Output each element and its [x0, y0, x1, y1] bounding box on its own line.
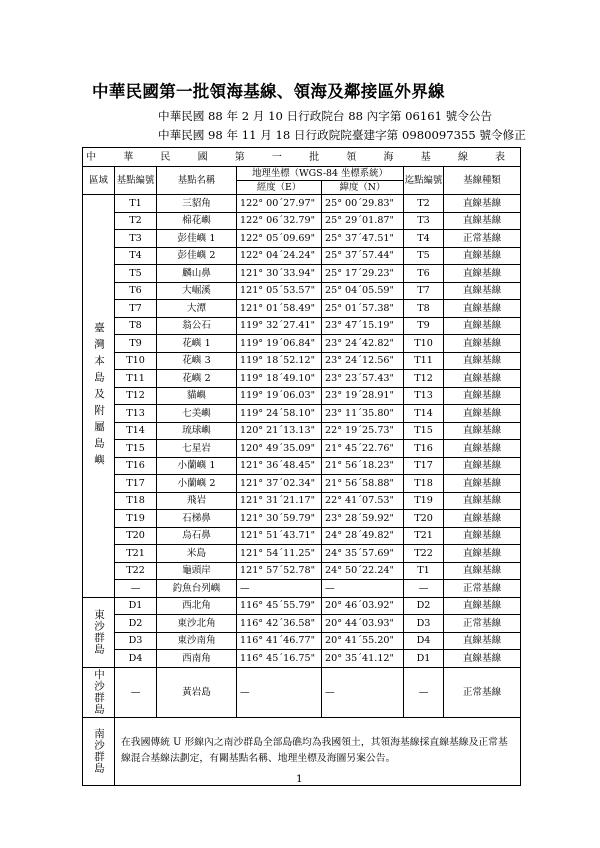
point-name-cell: 龜頭岸 — [157, 562, 237, 580]
latitude-cell: 20° 46ˊ03.92" — [322, 597, 404, 615]
table-row — [83, 370, 521, 388]
table-row — [83, 615, 521, 633]
latitude-cell: 25° 01ˊ57.38" — [322, 300, 404, 318]
longitude-cell: 121° 05ˊ53.57" — [237, 282, 322, 300]
table-row — [83, 667, 521, 717]
longitude-cell: 121° 51ˊ43.71" — [237, 527, 322, 545]
point-no-cell: T21 — [115, 545, 157, 563]
baseline-type-cell: 直線基線 — [444, 527, 521, 545]
point-name-cell: 彭佳嶼 1 — [157, 230, 237, 248]
end-no-cell: T13 — [404, 387, 444, 405]
point-name-cell: 飛岩 — [157, 492, 237, 510]
table-row — [83, 597, 521, 615]
region-label: 南沙群島 — [83, 717, 115, 785]
latitude-cell: 25° 00ˊ29.83" — [322, 195, 404, 213]
latitude-cell: 25° 17ˊ29.23" — [322, 265, 404, 283]
point-name-cell: 小蘭嶼 2 — [157, 475, 237, 493]
longitude-cell: 121° 30ˊ59.79" — [237, 510, 322, 528]
end-no-cell: — — [404, 580, 444, 598]
table-row — [83, 457, 521, 475]
longitude-cell: 122° 05ˊ09.69" — [237, 230, 322, 248]
baseline-type-cell: 直線基線 — [444, 545, 521, 563]
header-region: 區域 — [83, 167, 115, 195]
end-no-cell: T8 — [404, 300, 444, 318]
table-row — [83, 440, 521, 458]
point-no-cell: T6 — [115, 282, 157, 300]
point-no-cell: T10 — [115, 352, 157, 370]
table-row — [83, 352, 521, 370]
end-no-cell: D3 — [404, 615, 444, 633]
table-row — [83, 195, 521, 213]
point-name-cell: 小蘭嶼 1 — [157, 457, 237, 475]
baseline-type-cell: 正常基線 — [444, 230, 521, 248]
latitude-cell: 24° 28ˊ49.82" — [322, 527, 404, 545]
baseline-type-cell: 直線基線 — [444, 370, 521, 388]
amendment-note-2: 中華民國 98 年 11 月 18 日行政院院臺建字第 0980097355 號令修正 — [158, 128, 526, 142]
latitude-cell: — — [322, 580, 404, 598]
end-no-cell: T14 — [404, 405, 444, 423]
longitude-cell: 121° 54ˊ11.25" — [237, 545, 322, 563]
point-no-cell: T11 — [115, 370, 157, 388]
table-row — [83, 405, 521, 423]
table-row — [83, 265, 521, 283]
point-no-cell: T14 — [115, 422, 157, 440]
table-row — [83, 247, 521, 265]
end-no-cell: D1 — [404, 650, 444, 668]
latitude-cell: 25° 37ˊ57.44" — [322, 247, 404, 265]
end-no-cell: — — [404, 667, 444, 717]
longitude-cell: 122° 06ˊ32.79" — [237, 212, 322, 230]
latitude-cell: 25° 29ˊ01.87" — [322, 212, 404, 230]
point-no-cell: — — [115, 580, 157, 598]
table-row — [83, 492, 521, 510]
longitude-cell: 122° 00ˊ27.97" — [237, 195, 322, 213]
baseline-type-cell: 直線基線 — [444, 492, 521, 510]
longitude-cell: 119° 24ˊ58.10" — [237, 405, 322, 423]
longitude-cell: 120° 21ˊ13.13" — [237, 422, 322, 440]
table-row — [83, 422, 521, 440]
latitude-cell: 23° 24ˊ12.56" — [322, 352, 404, 370]
point-name-cell: 烏石鼻 — [157, 527, 237, 545]
longitude-cell: 121° 36ˊ48.45" — [237, 457, 322, 475]
longitude-cell: 120° 49ˊ35.09" — [237, 440, 322, 458]
document-title: 中華民國第一批領海基線、領海及鄰接區外界線 — [92, 82, 445, 101]
point-no-cell: T15 — [115, 440, 157, 458]
point-no-cell: T2 — [115, 212, 157, 230]
latitude-cell: 25° 37ˊ47.51" — [322, 230, 404, 248]
longitude-cell: 121° 57ˊ52.78" — [237, 562, 322, 580]
point-name-cell: 翁公石 — [157, 317, 237, 335]
end-no-cell: T22 — [404, 545, 444, 563]
point-name-cell: 石梯鼻 — [157, 510, 237, 528]
header-point-name: 基點名稱 — [157, 167, 237, 195]
latitude-cell: 20° 35ˊ41.12" — [322, 650, 404, 668]
header-lon: 經度（E） — [237, 181, 322, 195]
point-no-cell: T3 — [115, 230, 157, 248]
baseline-type-cell: 直線基線 — [444, 387, 521, 405]
point-no-cell: T8 — [115, 317, 157, 335]
longitude-cell: — — [237, 580, 322, 598]
header-lat: 緯度（N） — [322, 181, 404, 195]
baseline-type-cell: 直線基線 — [444, 352, 521, 370]
point-name-cell: 彭佳嶼 2 — [157, 247, 237, 265]
point-no-cell: T17 — [115, 475, 157, 493]
region-label: 臺灣本島及附屬島嶼 — [83, 195, 115, 598]
header-type: 基線種類 — [444, 167, 521, 195]
end-no-cell: T12 — [404, 370, 444, 388]
baseline-type-cell: 直線基線 — [444, 195, 521, 213]
header-coords: 地理坐標（WGS-84 坐標系統） — [237, 167, 404, 181]
table-row — [83, 387, 521, 405]
table-row — [83, 317, 521, 335]
longitude-cell: 121° 01ˊ58.49" — [237, 300, 322, 318]
point-no-cell: D2 — [115, 615, 157, 633]
point-no-cell: T13 — [115, 405, 157, 423]
end-no-cell: T3 — [404, 212, 444, 230]
table-row — [83, 230, 521, 248]
point-name-cell: 東沙北角 — [157, 615, 237, 633]
point-name-cell: 花嶼 2 — [157, 370, 237, 388]
region-label: 中沙群島 — [83, 667, 115, 717]
longitude-cell: 119° 18ˊ52.12" — [237, 352, 322, 370]
announcement-note-1: 中華民國 88 年 2 月 10 日行政院台 88 內字第 06161 號令公告 — [158, 109, 493, 123]
point-name-cell: 大潭 — [157, 300, 237, 318]
latitude-cell: 22° 41ˊ07.53" — [322, 492, 404, 510]
point-name-cell: 麟山鼻 — [157, 265, 237, 283]
baseline-type-cell: 直線基線 — [444, 247, 521, 265]
latitude-cell: 24° 35ˊ57.69" — [322, 545, 404, 563]
table-row — [83, 580, 521, 598]
point-no-cell: T9 — [115, 335, 157, 353]
table-row — [83, 475, 521, 493]
baseline-table — [82, 147, 521, 786]
longitude-cell: — — [237, 667, 322, 717]
longitude-cell: 119° 19ˊ06.84" — [237, 335, 322, 353]
table-row — [83, 562, 521, 580]
point-no-cell: — — [115, 667, 157, 717]
end-no-cell: T7 — [404, 282, 444, 300]
table-row — [83, 335, 521, 353]
baseline-type-cell: 直線基線 — [444, 597, 521, 615]
point-name-cell: 琉球嶼 — [157, 422, 237, 440]
table-row — [83, 282, 521, 300]
point-name-cell: 釣魚台列嶼 — [157, 580, 237, 598]
point-no-cell: T19 — [115, 510, 157, 528]
baseline-type-cell: 正常基線 — [444, 615, 521, 633]
point-name-cell: 黃岩島 — [157, 667, 237, 717]
point-no-cell: T5 — [115, 265, 157, 283]
point-name-cell: 西北角 — [157, 597, 237, 615]
baseline-type-cell: 直線基線 — [444, 317, 521, 335]
latitude-cell: 20° 41ˊ55.20" — [322, 632, 404, 650]
longitude-cell: 119° 18ˊ49.10" — [237, 370, 322, 388]
end-no-cell: T17 — [404, 457, 444, 475]
latitude-cell: 22° 19ˊ25.73" — [322, 422, 404, 440]
baseline-type-cell: 正常基線 — [444, 580, 521, 598]
longitude-cell: 119° 32ˊ27.41" — [237, 317, 322, 335]
baseline-type-cell: 直線基線 — [444, 650, 521, 668]
latitude-cell: 21° 56ˊ18.23" — [322, 457, 404, 475]
end-no-cell: T6 — [404, 265, 444, 283]
point-name-cell: 三貂角 — [157, 195, 237, 213]
baseline-type-cell: 直線基線 — [444, 562, 521, 580]
latitude-cell: 20° 44ˊ03.93" — [322, 615, 404, 633]
latitude-cell: 21° 45ˊ22.76" — [322, 440, 404, 458]
table-row — [83, 212, 521, 230]
table-row — [83, 510, 521, 528]
baseline-type-cell: 直線基線 — [444, 265, 521, 283]
point-no-cell: T1 — [115, 195, 157, 213]
baseline-type-cell: 直線基線 — [444, 510, 521, 528]
point-name-cell: 貓嶼 — [157, 387, 237, 405]
header-end-no: 迄點編號 — [404, 167, 444, 195]
baseline-type-cell: 直線基線 — [444, 212, 521, 230]
end-no-cell: T16 — [404, 440, 444, 458]
latitude-cell: 23° 23ˊ57.43" — [322, 370, 404, 388]
point-no-cell: D4 — [115, 650, 157, 668]
end-no-cell: T10 — [404, 335, 444, 353]
point-name-cell: 米島 — [157, 545, 237, 563]
end-no-cell: T4 — [404, 230, 444, 248]
latitude-cell: 24° 50ˊ22.24" — [322, 562, 404, 580]
baseline-type-cell: 直線基線 — [444, 457, 521, 475]
longitude-cell: 122° 04ˊ24.24" — [237, 247, 322, 265]
longitude-cell: 116° 41ˊ46.77" — [237, 632, 322, 650]
latitude-cell: — — [322, 667, 404, 717]
point-name-cell: 七星岩 — [157, 440, 237, 458]
longitude-cell: 116° 42ˊ36.58" — [237, 615, 322, 633]
end-no-cell: T15 — [404, 422, 444, 440]
point-name-cell: 西南角 — [157, 650, 237, 668]
end-no-cell: T5 — [404, 247, 444, 265]
point-no-cell: T16 — [115, 457, 157, 475]
baseline-type-cell: 直線基線 — [444, 282, 521, 300]
end-no-cell: T18 — [404, 475, 444, 493]
table-row — [83, 300, 521, 318]
end-no-cell: T11 — [404, 352, 444, 370]
point-no-cell: T18 — [115, 492, 157, 510]
point-no-cell: T22 — [115, 562, 157, 580]
longitude-cell: 116° 45ˊ16.75" — [237, 650, 322, 668]
end-no-cell: T20 — [404, 510, 444, 528]
latitude-cell: 23° 24ˊ42.82" — [322, 335, 404, 353]
page-number: 1 — [296, 773, 303, 785]
longitude-cell: 121° 37ˊ02.34" — [237, 475, 322, 493]
baseline-type-cell: 正常基線 — [444, 667, 521, 717]
baseline-type-cell: 直線基線 — [444, 405, 521, 423]
latitude-cell: 21° 56ˊ58.88" — [322, 475, 404, 493]
baseline-type-cell: 直線基線 — [444, 440, 521, 458]
point-name-cell: 大崛溪 — [157, 282, 237, 300]
end-no-cell: T9 — [404, 317, 444, 335]
table-caption: 中 華 民 國 第 一 批 領 海 基 線 表 — [83, 148, 521, 167]
end-no-cell: D4 — [404, 632, 444, 650]
point-no-cell: D3 — [115, 632, 157, 650]
latitude-cell: 23° 11ˊ35.80" — [322, 405, 404, 423]
point-no-cell: T20 — [115, 527, 157, 545]
longitude-cell: 119° 19ˊ06.03" — [237, 387, 322, 405]
latitude-cell: 23° 19ˊ28.91" — [322, 387, 404, 405]
latitude-cell: 23° 28ˊ59.92" — [322, 510, 404, 528]
baseline-type-cell: 直線基線 — [444, 632, 521, 650]
point-no-cell: T7 — [115, 300, 157, 318]
table-row — [83, 545, 521, 563]
point-name-cell: 花嶼 1 — [157, 335, 237, 353]
point-name-cell: 七美嶼 — [157, 405, 237, 423]
table-row — [83, 632, 521, 650]
point-no-cell: T12 — [115, 387, 157, 405]
end-no-cell: T19 — [404, 492, 444, 510]
end-no-cell: T2 — [404, 195, 444, 213]
end-no-cell: T21 — [404, 527, 444, 545]
baseline-type-cell: 直線基線 — [444, 300, 521, 318]
table-row — [83, 527, 521, 545]
point-name-cell: 花嶼 3 — [157, 352, 237, 370]
longitude-cell: 121° 31ˊ21.17" — [237, 492, 322, 510]
point-name-cell: 棉花嶼 — [157, 212, 237, 230]
region-label: 東沙群島 — [83, 597, 115, 667]
latitude-cell: 25° 04ˊ05.59" — [322, 282, 404, 300]
baseline-type-cell: 直線基線 — [444, 335, 521, 353]
baseline-type-cell: 直線基線 — [444, 422, 521, 440]
longitude-cell: 116° 45ˊ55.79" — [237, 597, 322, 615]
end-no-cell: D2 — [404, 597, 444, 615]
point-name-cell: 東沙南角 — [157, 632, 237, 650]
point-no-cell: D1 — [115, 597, 157, 615]
point-no-cell: T4 — [115, 247, 157, 265]
table-row — [83, 650, 521, 668]
latitude-cell: 23° 47ˊ15.19" — [322, 317, 404, 335]
nansha-description: 在我國傳統 U 形線內之南沙群島全部島礁均為我國領土，其領海基線採直線基線及正常基線混合基線法劃定，有關基點名稱、地理坐標及海圖另案公告。 — [115, 717, 521, 785]
end-no-cell: T1 — [404, 562, 444, 580]
header-point-no: 基點編號 — [115, 167, 157, 195]
baseline-type-cell: 直線基線 — [444, 475, 521, 493]
longitude-cell: 121° 30ˊ33.94" — [237, 265, 322, 283]
